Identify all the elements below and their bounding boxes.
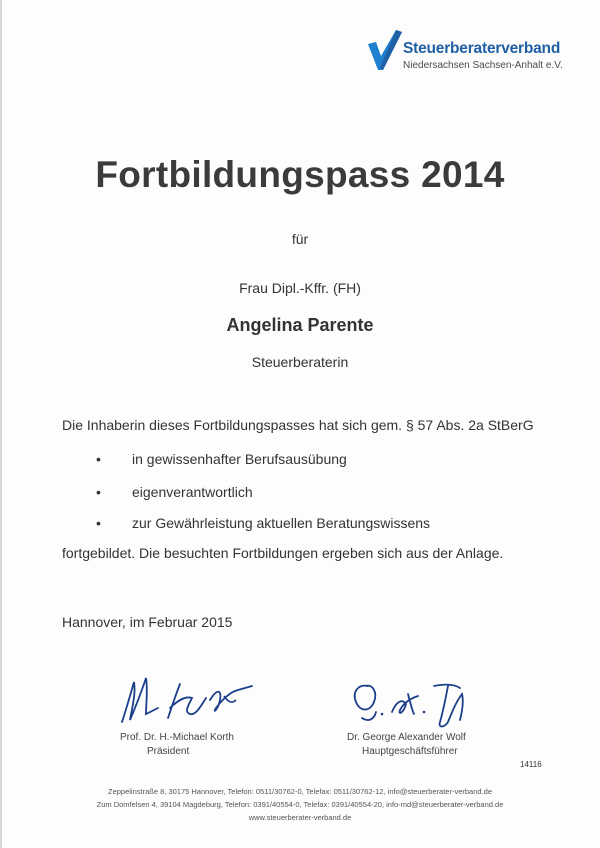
- salutation: Frau Dipl.-Kffr. (FH): [239, 280, 361, 296]
- signatory-right-name: Dr. George Alexander Wolf: [347, 732, 466, 743]
- bullet-item: eigenverantwortlich: [132, 484, 253, 500]
- for-label: für: [291, 231, 309, 247]
- logo-subtitle: Niedersachsen Sachsen-Anhalt e.V.: [403, 60, 563, 71]
- footer-address-hannover: Zeppelinstraße 8, 30175 Hannover, Telefon: 0511/30762-0, Telefax: 0511/30762-12, info@steuerberater-verband.de: [108, 787, 492, 796]
- checkmark-logo-icon: [366, 28, 402, 72]
- bullet-marker: •: [96, 451, 101, 467]
- signatory-left-role: Präsident: [147, 746, 190, 757]
- intro-text: Die Inhaberin dieses Fortbildungspasses hat sich gem. § 57 Abs. 2a StBerG: [62, 417, 534, 433]
- bullet-item: in gewissenhafter Berufsausübung: [132, 451, 347, 467]
- holder-name: Angelina Parente: [226, 315, 374, 335]
- place-date: Hannover, im Februar 2015: [62, 614, 233, 630]
- bullet-item: zur Gewährleistung aktuellen Beratungswissens: [132, 515, 431, 531]
- bullet-marker: •: [96, 484, 101, 500]
- logo-name: Steuerberaterverband: [403, 40, 561, 57]
- signatory-right-role: Hauptgeschäftsführer: [362, 746, 458, 757]
- bullet-marker: •: [96, 515, 101, 531]
- certificate-title: Fortbildungspass 2014: [95, 154, 505, 195]
- signature-left: [116, 660, 256, 730]
- closing-text: fortgebildet. Die besuchten Fortbildungen ergeben sich aus der Anlage.: [62, 545, 504, 561]
- scan-edge: [0, 0, 2, 848]
- signature-right: [348, 672, 478, 732]
- holder-profession: Steuerberaterin: [251, 354, 349, 370]
- footer-website: www.steuerberater-verband.de: [248, 813, 352, 822]
- document-number: 14116: [520, 760, 542, 769]
- signatory-left-name: Prof. Dr. H.-Michael Korth: [120, 732, 234, 743]
- footer-address-magdeburg: Zum Domfelsen 4, 39104 Magdeburg, Telefon: 0391/40554-0, Telefax: 0391/40554-20, info-md@steuerberater-verband.de: [96, 800, 504, 809]
- association-logo: [366, 28, 576, 74]
